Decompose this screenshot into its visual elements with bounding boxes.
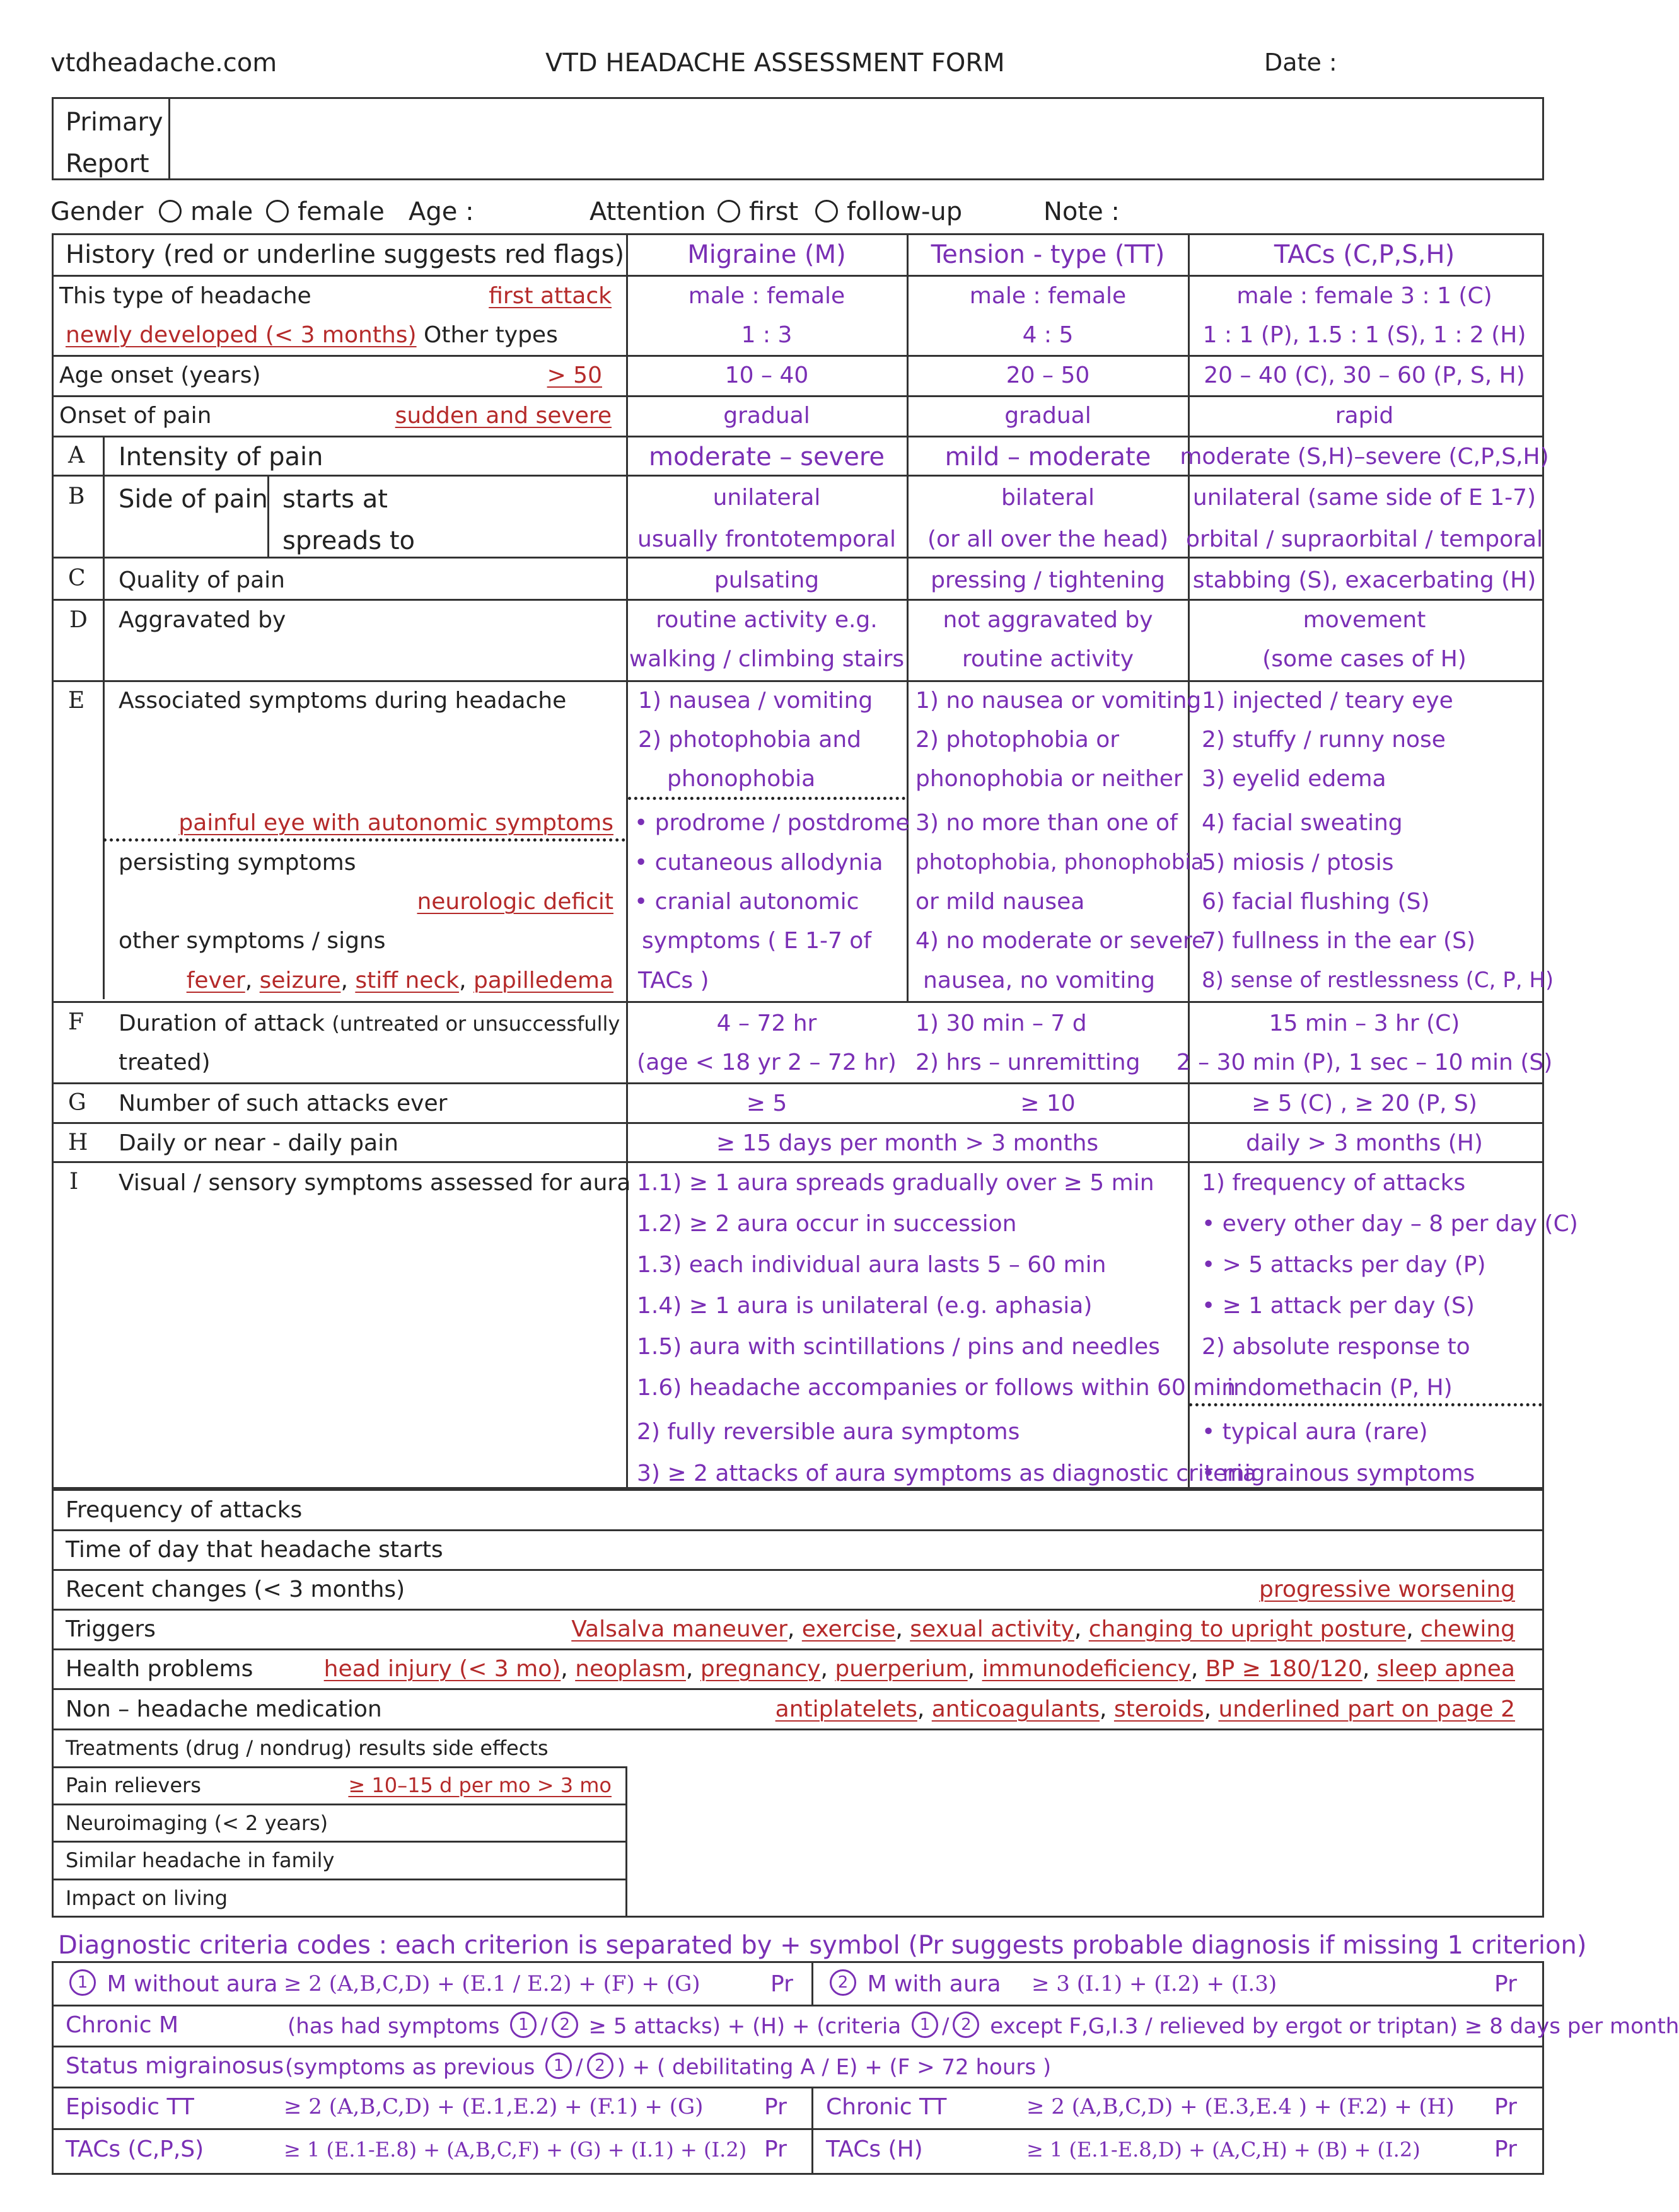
tacs-side-spread: orbital / supraorbital / temporal — [1185, 526, 1543, 552]
aggravated-label: Aggravated by — [119, 607, 286, 633]
pain-relievers-label: Pain relievers — [66, 1773, 201, 1797]
tacs-assoc-1: 1) injected / teary eye — [1202, 688, 1453, 714]
tt-assoc-1: 1) no nausea or vomiting — [915, 688, 1202, 714]
code-a: A — [68, 443, 84, 468]
primary-report-box[interactable] — [52, 97, 1544, 180]
code-g: G — [68, 1090, 86, 1116]
m-assoc-3: phonophobia — [667, 766, 816, 792]
m-assoc-2: 2) photophobia and — [638, 727, 862, 753]
tacs-aura-5: 2) absolute response to — [1202, 1334, 1470, 1360]
tacs-side-start: unilateral (same side of E 1-7) — [1192, 485, 1537, 511]
tacs-attacks-ever: ≥ 5 (C) , ≥ 20 (P, S) — [1252, 1091, 1477, 1116]
frequency-label: Frequency of attacks — [66, 1497, 303, 1523]
starts-at-label: starts at — [282, 485, 388, 514]
note-label: Note : — [1043, 197, 1120, 226]
tacs-aura-3: • > 5 attacks per day (P) — [1202, 1252, 1486, 1278]
quality-label: Quality of pain — [119, 567, 285, 593]
m-tt-daily-pain: ≥ 15 days per month > 3 months — [716, 1130, 1099, 1156]
tt-assoc-4: 3) no more than one of — [915, 810, 1178, 836]
col-migraine: Migraine (M) — [687, 240, 846, 269]
m-sex-ratio-label: male : female — [688, 283, 845, 309]
aura-criterion-2: 2) fully reversible aura symptoms — [637, 1419, 1020, 1445]
type-label: This type of headache — [59, 283, 311, 309]
gender-female-option[interactable]: female — [266, 199, 385, 224]
tacs-aura-4: • ≥ 1 attack per day (S) — [1202, 1293, 1475, 1319]
associated-label: Associated symptoms during headache — [119, 688, 567, 714]
tt-side-spread: (or all over the head) — [927, 526, 1168, 552]
tacs-aura-1: 1) frequency of attacks — [1202, 1170, 1466, 1196]
tt-sex-ratio: 4 : 5 — [1022, 322, 1074, 348]
tt-assoc-8: nausea, no vomiting — [923, 968, 1156, 993]
code-e: E — [68, 688, 85, 714]
treatments-label: Treatments (drug / nondrug) results side effects — [66, 1736, 549, 1760]
dx-migraine-without-aura: 1 M without aura — [66, 1972, 277, 1998]
m-quality: pulsating — [714, 567, 820, 593]
tacs-assoc-7: 7) fullness in the ear (S) — [1202, 928, 1475, 954]
dx-status-migrainosus-criteria: (symptoms as previous 1 / 2 ) + ( debilitating A / E) + (F > 72 hours ) — [285, 2055, 1051, 2082]
persisting-label: persisting symptoms — [119, 850, 356, 876]
m-sex-ratio: 1 : 3 — [741, 322, 793, 348]
gender-label: Gender — [50, 197, 144, 226]
flag-newly-developed: newly developed (< 3 months) — [66, 322, 417, 348]
gender-male-option[interactable]: male — [159, 199, 253, 224]
aura-criterion-1-3: 1.3) each individual aura lasts 5 – 60 min — [637, 1252, 1107, 1278]
report-label: Report — [66, 149, 149, 178]
tt-aggravated-1: not aggravated by — [943, 607, 1153, 633]
dx-tacs-cps: TACs (C,P,S) — [66, 2136, 204, 2162]
radio-first[interactable] — [717, 200, 740, 223]
triggers-label: Triggers — [66, 1616, 156, 1642]
intensity-label: Intensity of pain — [119, 443, 323, 472]
daily-pain-label: Daily or near - daily pain — [119, 1130, 398, 1156]
dx-chronic-migraine: Chronic M — [66, 2012, 179, 2038]
duration-label: Duration of attack (untreated or unsuccessfully — [119, 1010, 620, 1036]
dx-pr-2: Pr — [1494, 1971, 1517, 1997]
tt-sex-ratio-label: male : female — [969, 283, 1127, 309]
tacs-sex-ratio-2: 1 : 1 (P), 1.5 : 1 (S), 1 : 2 (H) — [1202, 322, 1526, 348]
flags-other-symptoms: fever, seizure, stiff neck, papilledema — [186, 968, 613, 993]
tt-assoc-6: or mild nausea — [915, 889, 1085, 915]
aura-criterion-1-5: 1.5) aura with scintillations / pins and needles — [637, 1334, 1160, 1360]
tt-assoc-2: 2) photophobia or — [915, 727, 1120, 753]
flag-neurologic-deficit: neurologic deficit — [417, 889, 613, 915]
code-f: F — [68, 1009, 84, 1035]
tt-onset: gradual — [1004, 403, 1091, 429]
tacs-quality: stabbing (S), exacerbating (H) — [1192, 567, 1537, 593]
tt-intensity: mild – moderate — [944, 443, 1151, 472]
m-attacks-ever: ≥ 5 — [746, 1091, 787, 1116]
dx-status-migrainosus: Status migrainosus — [66, 2053, 284, 2079]
radio-female[interactable] — [266, 200, 289, 223]
other-symptoms-label: other symptoms / signs — [119, 928, 386, 954]
tacs-age-onset: 20 – 40 (C), 30 – 60 (P, S, H) — [1204, 362, 1525, 388]
m-assoc-5: • cutaneous allodynia — [634, 850, 883, 876]
tacs-aura-2: • every other day – 8 per day (C) — [1202, 1211, 1578, 1237]
side-label: Side of pain — [119, 485, 268, 514]
code-d: D — [69, 607, 88, 633]
flags-medication: antiplatelets, anticoagulants, steroids, underlined part on page 2 — [775, 1696, 1515, 1722]
dx-pr-3: Pr — [764, 2094, 787, 2120]
time-of-day-label: Time of day that headache starts — [66, 1537, 443, 1563]
tt-side-start: bilateral — [1001, 485, 1095, 511]
tacs-aura-7: • typical aura (rare) — [1202, 1419, 1428, 1445]
dx-chronic-tt-criteria: ≥ 2 (A,B,C,D) + (E.3,E.4 ) + (F.2) + (H) — [1026, 2094, 1455, 2119]
dx-migraine-with-aura-criteria: ≥ 3 (I.1) + (I.2) + (I.3) — [1031, 1971, 1277, 1996]
aura-label: Visual / sensory symptoms assessed for aura — [119, 1170, 631, 1196]
attention-label: Attention — [590, 197, 706, 226]
flags-triggers: Valsalva maneuver, exercise, sexual activity, changing to upright posture, chewing — [571, 1616, 1515, 1642]
flag-age-over-50: > 50 — [547, 362, 602, 388]
aura-criterion-1-6: 1.6) headache accompanies or follows within 60 min — [637, 1375, 1236, 1401]
code-c: C — [68, 565, 86, 591]
attacks-ever-label: Number of such attacks ever — [119, 1091, 448, 1116]
dx-migraine-without-aura-criteria: ≥ 2 (A,B,C,D) + (E.1 / E.2) + (F) + (G) — [284, 1971, 700, 1996]
flags-health-problems: head injury (< 3 mo), neoplasm, pregnancy, puerperium, immunodeficiency, BP ≥ 180/120, sleep apnea — [323, 1656, 1515, 1682]
dx-episodic-tt: Episodic TT — [66, 2094, 194, 2120]
tacs-assoc-3: 3) eyelid edema — [1202, 766, 1386, 792]
flag-sudden-severe: sudden and severe — [395, 403, 612, 429]
other-types-label: Other types — [424, 322, 558, 348]
age-onset-label: Age onset (years) — [59, 362, 261, 388]
dx-tacs-h-criteria: ≥ 1 (E.1-E.8,D) + (A,C,H) + (B) + (I.2) — [1026, 2138, 1420, 2162]
tacs-sex-ratio-1: male : female 3 : 1 (C) — [1236, 283, 1492, 309]
health-problems-label: Health problems — [66, 1656, 253, 1682]
m-aggravated-1: routine activity e.g. — [656, 607, 878, 633]
aura-criterion-1-2: 1.2) ≥ 2 aura occur in succession — [637, 1211, 1017, 1237]
recent-changes-label: Recent changes (< 3 months) — [66, 1577, 405, 1602]
tt-age-onset: 20 – 50 — [1006, 362, 1090, 388]
nonheadache-medication-label: Non – headache medication — [66, 1696, 382, 1722]
dx-pr-6: Pr — [1494, 2136, 1517, 2162]
radio-follow-up[interactable] — [815, 200, 838, 223]
diagnostic-criteria-title: Diagnostic criteria codes : each criterion is separated by + symbol (Pr suggests probable diagnosis if missing 1 criterion) — [58, 1931, 1587, 1960]
dx-pr-5: Pr — [764, 2136, 787, 2162]
dx-chronic-tt: Chronic TT — [826, 2094, 947, 2120]
m-intensity: moderate – severe — [648, 443, 885, 472]
m-assoc-7: symptoms ( E 1-7 of — [642, 928, 872, 954]
m-side-spread: usually frontotemporal — [637, 526, 896, 552]
tacs-duration-2: 2 – 30 min (P), 1 sec – 10 min (S) — [1176, 1050, 1553, 1075]
tacs-aggravated-1: movement — [1303, 607, 1426, 633]
flag-first-attack: first attack — [489, 283, 612, 309]
tacs-assoc-2: 2) stuffy / runny nose — [1202, 727, 1446, 753]
tacs-assoc-5: 5) miosis / ptosis — [1202, 850, 1394, 876]
flag-progressive-worsening: progressive worsening — [1259, 1577, 1515, 1602]
tacs-onset: rapid — [1335, 403, 1394, 429]
dx-migraine-with-aura: 2 M with aura — [826, 1972, 1001, 1998]
tt-assoc-7: 4) no moderate or severe — [915, 928, 1206, 954]
family-history-label: Similar headache in family — [66, 1848, 335, 1872]
tt-assoc-3: phonophobia or neither — [915, 766, 1183, 792]
dx-pr-4: Pr — [1494, 2094, 1517, 2120]
onset-label: Onset of pain — [59, 403, 212, 429]
m-assoc-6: • cranial autonomic — [634, 889, 859, 915]
m-duration-1: 4 – 72 hr — [716, 1010, 817, 1036]
attention-followup-option[interactable]: follow-up — [815, 199, 962, 224]
dx-tacs-h: TACs (H) — [826, 2136, 923, 2162]
tacs-intensity: moderate (S,H)–severe (C,P,S,H) — [1180, 444, 1549, 470]
tacs-aura-6: indomethacin (P, H) — [1227, 1375, 1453, 1401]
form-title: VTD HEADACHE ASSESSMENT FORM — [545, 49, 1005, 78]
criterion-2-badge: 2 — [830, 1969, 856, 1996]
m-duration-2: (age < 18 yr 2 – 72 hr) — [637, 1050, 897, 1075]
tt-duration-1: 1) 30 min – 7 d — [915, 1010, 1087, 1036]
aura-criterion-1-4: 1.4) ≥ 1 aura is unilateral (e.g. aphasia) — [637, 1293, 1093, 1319]
dx-episodic-tt-criteria: ≥ 2 (A,B,C,D) + (E.1,E.2) + (F.1) + (G) — [284, 2094, 704, 2119]
aura-criterion-3: 3) ≥ 2 attacks of aura symptoms as diagnostic criteria — [637, 1461, 1257, 1486]
m-assoc-8: TACs ) — [638, 968, 709, 993]
age-label: Age : — [409, 197, 474, 226]
date-label: Date : — [1264, 49, 1337, 76]
m-onset: gradual — [723, 403, 810, 429]
col-tension-type: Tension - type (TT) — [931, 240, 1165, 269]
duration-label-2: treated) — [119, 1050, 211, 1075]
tacs-aura-8: • migrainous symptoms — [1202, 1461, 1475, 1486]
aura-criterion-1-1: 1.1) ≥ 1 aura spreads gradually over ≥ 5 min — [637, 1170, 1154, 1196]
tacs-assoc-6: 6) facial flushing (S) — [1202, 889, 1430, 915]
col-tacs: TACs (C,P,S,H) — [1274, 240, 1455, 269]
flag-painful-eye: painful eye with autonomic symptoms — [178, 810, 613, 836]
m-side-start: unilateral — [712, 485, 821, 511]
tt-assoc-5: photophobia, phonophobia — [915, 850, 1204, 875]
impact-label: Impact on living — [66, 1886, 228, 1910]
dx-chronic-migraine-criteria: (has had symptoms 1 / 2 ≥ 5 attacks) + (H) + (criteria 1 / 2 except F,G,I.3 / relieved by ergot or triptan) ≥ 8 days per month — [288, 2014, 1679, 2041]
tt-attacks-ever: ≥ 10 — [1020, 1091, 1076, 1116]
tacs-assoc-4: 4) facial sweating — [1202, 810, 1403, 836]
m-aggravated-2: walking / climbing stairs — [629, 646, 905, 672]
radio-male[interactable] — [159, 200, 182, 223]
attention-first-option[interactable]: first — [717, 199, 798, 224]
tt-quality: pressing / tightening — [931, 567, 1165, 593]
tacs-daily-pain: daily > 3 months (H) — [1246, 1130, 1483, 1156]
tacs-duration-1: 15 min – 3 hr (C) — [1269, 1010, 1460, 1036]
m-assoc-1: 1) nausea / vomiting — [638, 688, 873, 714]
primary-label: Primary — [66, 108, 163, 137]
code-b: B — [68, 484, 85, 509]
criterion-1-badge: 1 — [69, 1969, 96, 1996]
flag-pain-reliever-overuse: ≥ 10–15 d per mo > 3 mo — [348, 1773, 612, 1797]
neuroimaging-label: Neuroimaging (< 2 years) — [66, 1811, 328, 1835]
code-h: H — [68, 1130, 88, 1155]
code-i: I — [69, 1169, 79, 1195]
tacs-assoc-8: 8) sense of restlessness (C, P, H) — [1202, 968, 1554, 993]
dx-tacs-cps-criteria: ≥ 1 (E.1-E.8) + (A,B,C,F) + (G) + (I.1) + (I.2) — [284, 2138, 747, 2162]
tt-duration-2: 2) hrs – unremitting — [915, 1050, 1141, 1075]
dx-pr-1: Pr — [770, 1971, 793, 1997]
m-age-onset: 10 – 40 — [724, 362, 809, 388]
spreads-to-label: spreads to — [282, 526, 415, 555]
m-assoc-4: • prodrome / postdrome — [634, 810, 910, 836]
tacs-aggravated-2: (some cases of H) — [1262, 646, 1467, 672]
site-name: vtdheadache.com — [50, 49, 277, 78]
tt-aggravated-2: routine activity — [962, 646, 1134, 672]
col-history: History (red or underline suggests red flags) — [66, 240, 625, 269]
